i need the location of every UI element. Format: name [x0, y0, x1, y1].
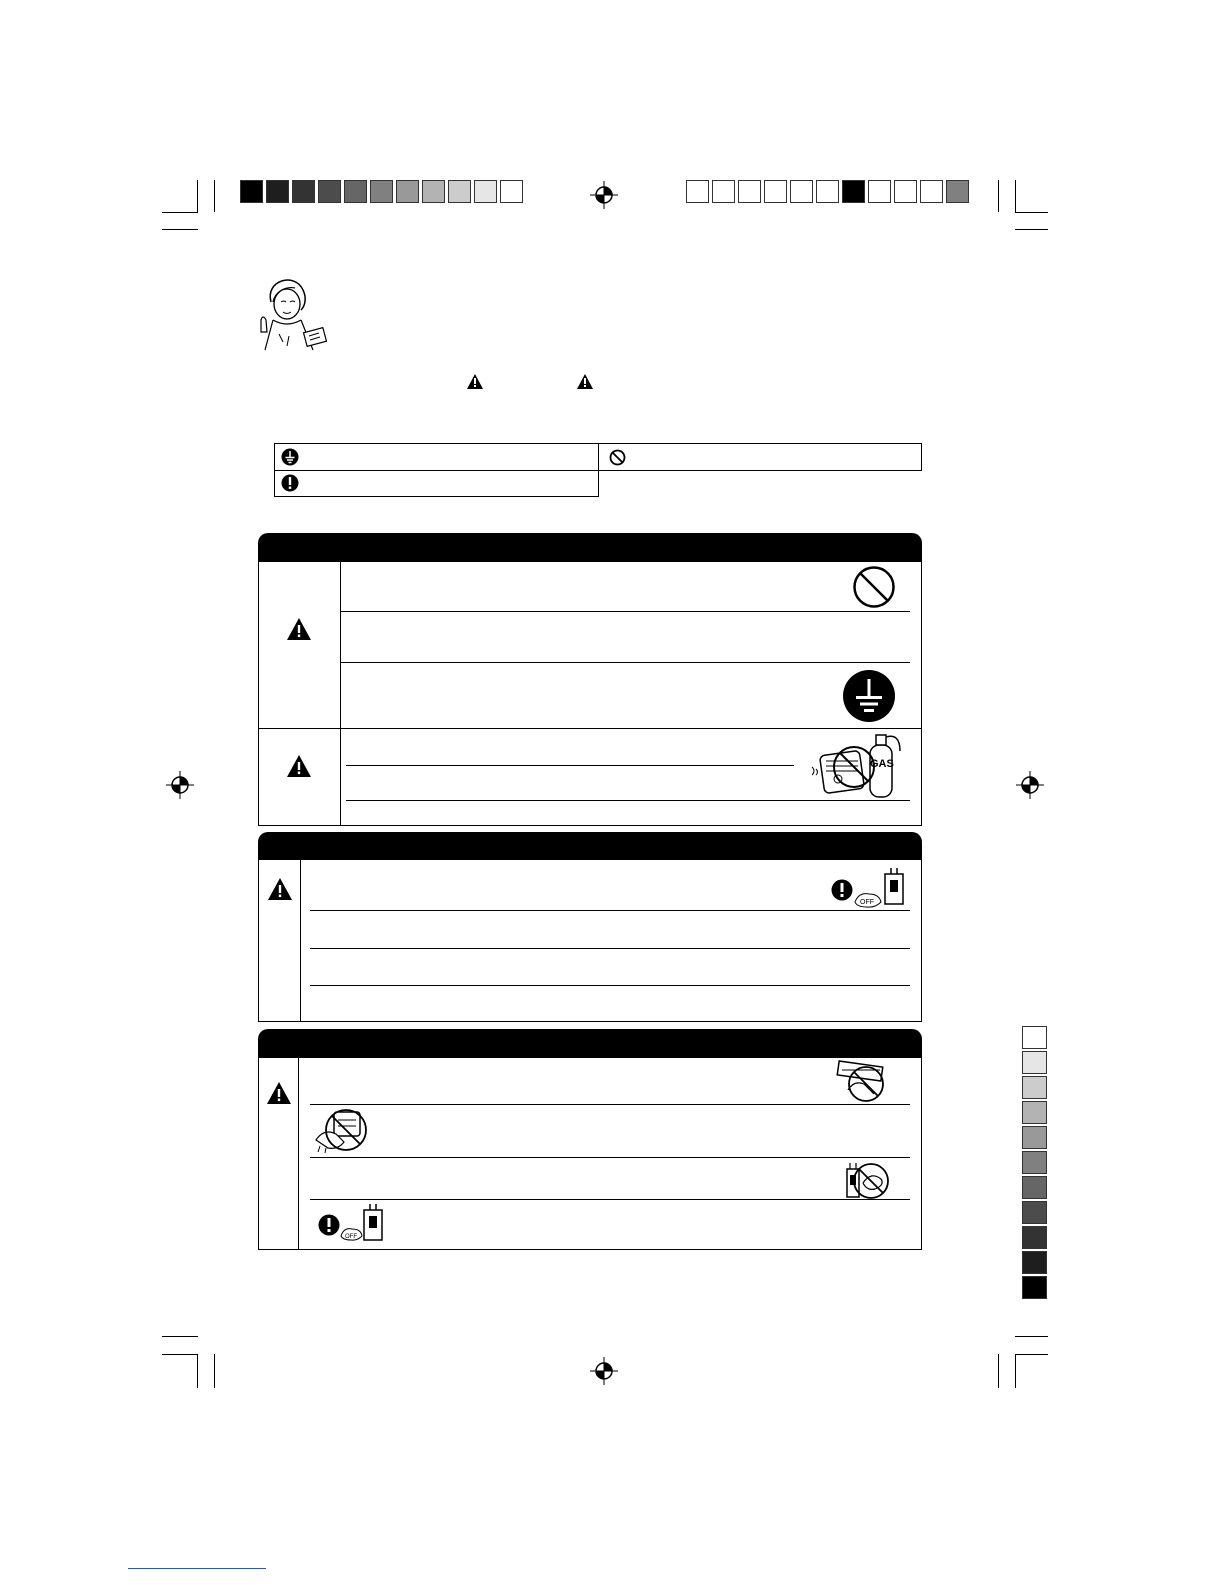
crop-mark [1015, 1354, 1016, 1388]
exclamation-icon [831, 879, 853, 901]
row-divider [310, 985, 910, 986]
color-swatch [1022, 1251, 1047, 1274]
color-swatch [738, 180, 761, 203]
color-swatch [1022, 1101, 1047, 1124]
crop-mark [214, 1354, 215, 1388]
row-divider [310, 910, 910, 911]
warning-triangle-icon [267, 877, 293, 901]
color-swatch [1022, 1226, 1047, 1249]
color-swatch [396, 180, 419, 203]
crop-mark [1015, 1354, 1048, 1355]
crop-mark [214, 180, 215, 212]
registration-mark-icon [1016, 771, 1044, 799]
row-divider [310, 948, 910, 949]
crop-mark [998, 1354, 999, 1388]
switch-off-illustration [340, 1202, 386, 1244]
color-swatch [1022, 1076, 1047, 1099]
crop-mark [998, 180, 999, 212]
row-divider [258, 728, 922, 729]
column-divider [300, 859, 301, 1022]
color-swatch [842, 180, 865, 203]
switch-off-illustration [853, 866, 909, 910]
color-swatch [1022, 1051, 1047, 1074]
crop-mark [1015, 229, 1048, 230]
row-divider [310, 1199, 910, 1200]
no-touching-unit-illustration [834, 1060, 890, 1104]
color-swatch [370, 180, 393, 203]
crop-mark [197, 1354, 198, 1388]
color-swatch [1022, 1201, 1047, 1224]
warning-triangle-icon [576, 373, 594, 390]
gas-label: GAS [870, 758, 894, 770]
color-swatch [344, 180, 367, 203]
registration-mark-icon [166, 771, 194, 799]
color-calibration-bar [686, 180, 969, 203]
color-swatch [868, 180, 891, 203]
crop-mark [162, 1354, 198, 1355]
off-label: OFF [345, 1234, 357, 1240]
color-swatch [920, 180, 943, 203]
color-swatch [1022, 1126, 1047, 1149]
color-swatch [318, 180, 341, 203]
color-swatch [894, 180, 917, 203]
earth-ground-icon [281, 448, 299, 466]
color-swatch [816, 180, 839, 203]
color-swatch [1022, 1026, 1047, 1049]
warning-triangle-icon [466, 373, 484, 390]
legend-cell-mandatory [274, 470, 599, 497]
color-calibration-bar [240, 180, 523, 203]
crop-mark [1015, 1336, 1048, 1337]
exclamation-icon [281, 474, 299, 492]
warning-triangle-icon [286, 617, 312, 641]
row-divider [310, 1104, 910, 1105]
crop-mark [1015, 212, 1048, 213]
no-wet-hands-illustration [312, 1106, 372, 1154]
row-divider [340, 662, 910, 663]
color-swatch [422, 180, 445, 203]
color-swatch [1022, 1151, 1047, 1174]
color-swatch [1022, 1276, 1047, 1299]
color-swatch [474, 180, 497, 203]
section-header [258, 1029, 922, 1058]
column-divider [298, 1057, 299, 1250]
row-divider [310, 1157, 910, 1158]
color-swatch [266, 180, 289, 203]
woman-with-thumbs-up-illustration [255, 272, 330, 352]
color-swatch [712, 180, 735, 203]
gas-cylinder-illustration [808, 731, 912, 801]
prohibition-icon [852, 565, 896, 609]
color-swatch [1022, 1176, 1047, 1199]
crop-mark [162, 1336, 198, 1337]
column-divider [340, 561, 341, 826]
off-label: OFF [860, 899, 874, 906]
section-header [258, 832, 922, 860]
warning-triangle-icon [266, 1081, 292, 1105]
color-swatch [500, 180, 523, 203]
crop-mark [162, 229, 198, 230]
section-header [258, 533, 922, 562]
registration-mark-icon [590, 181, 618, 209]
legend-cell-earth [274, 443, 599, 471]
prohibition-icon [609, 449, 626, 466]
crop-mark [197, 180, 198, 212]
crop-mark [1015, 180, 1016, 212]
crop-mark [162, 212, 198, 213]
color-swatch [448, 180, 471, 203]
color-swatch [240, 180, 263, 203]
registration-mark-icon [590, 1357, 618, 1385]
color-swatch [764, 180, 787, 203]
row-divider [340, 611, 910, 612]
color-swatch [790, 180, 813, 203]
warning-triangle-icon [286, 754, 312, 778]
row-divider [346, 765, 794, 766]
color-swatch [946, 180, 969, 203]
section-body [258, 859, 922, 1022]
legend-cell-prohibit [598, 443, 922, 471]
color-swatch [292, 180, 315, 203]
color-calibration-bar [1022, 1026, 1047, 1301]
hyperlink-underline[interactable] [128, 1568, 266, 1569]
earth-ground-icon [842, 669, 896, 723]
no-plug-cord-illustration [843, 1159, 891, 1201]
exclamation-icon [318, 1214, 340, 1236]
color-swatch [686, 180, 709, 203]
